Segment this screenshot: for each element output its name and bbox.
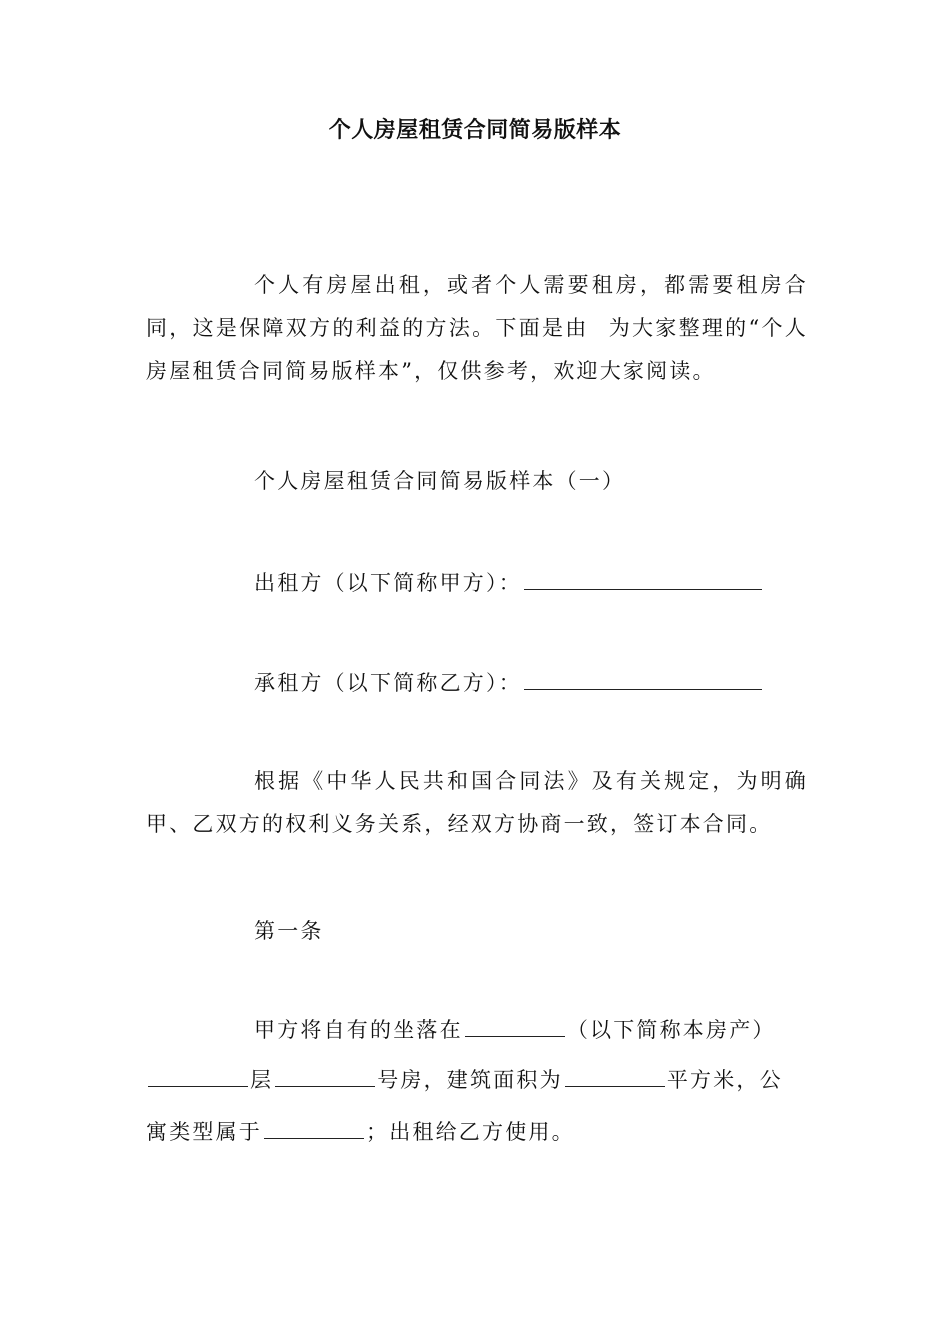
basis-paragraph: 根据《中华人民共和国合同法》及有关规定，为明确甲、乙双方的权利义务关系，经双方协商一致，签订本合同。 xyxy=(146,769,808,836)
article-1-line-1 xyxy=(254,1009,776,1052)
party-a-blank[interactable] xyxy=(524,571,762,590)
room-number-blank[interactable] xyxy=(275,1068,375,1087)
apartment-type-blank[interactable] xyxy=(264,1120,364,1139)
party-b-row xyxy=(254,668,764,698)
article-1-text-3: 层 xyxy=(250,1068,274,1092)
location-blank[interactable] xyxy=(465,1018,565,1037)
intro-text-part2: 为大家整理的“个人房屋租赁合同简易版样本”，仅供参考，欢迎大家阅读。 xyxy=(146,316,808,383)
article-1-text-1: 甲方将自有的坐落在 xyxy=(254,1018,463,1042)
party-b-blank[interactable] xyxy=(524,671,762,690)
article-1-text-7: ；出租给乙方使用。 xyxy=(366,1120,575,1144)
article-1-heading: 第一条 xyxy=(254,919,324,943)
article-1-line-3 xyxy=(146,1111,575,1154)
intro-paragraph xyxy=(146,264,808,393)
floor-blank[interactable] xyxy=(148,1068,248,1087)
party-a-label: 出租方（以下简称甲方）： xyxy=(254,571,522,595)
article-1-line-2 xyxy=(146,1059,783,1102)
article-1-text-6: 寓类型属于 xyxy=(146,1120,262,1144)
article-1-text-5: 平方米，公 xyxy=(666,1068,783,1092)
section-heading: 个人房屋租赁合同简易版样本（一） xyxy=(254,469,626,493)
intro-text-part1: 个人有房屋出租，或者个人需要租房，都需要租房合同，这是保障双方的利益的方法。下面是由 xyxy=(146,273,808,340)
area-blank[interactable] xyxy=(565,1068,665,1087)
article-1-text-4: 号房，建筑面积为 xyxy=(377,1068,563,1092)
document-title: 个人房屋租赁合同简易版样本 xyxy=(328,118,622,143)
article-1-text-2: （以下简称本房产） xyxy=(566,1018,776,1042)
party-a-row xyxy=(254,568,764,598)
party-b-label: 承租方（以下简称乙方）： xyxy=(254,671,522,695)
